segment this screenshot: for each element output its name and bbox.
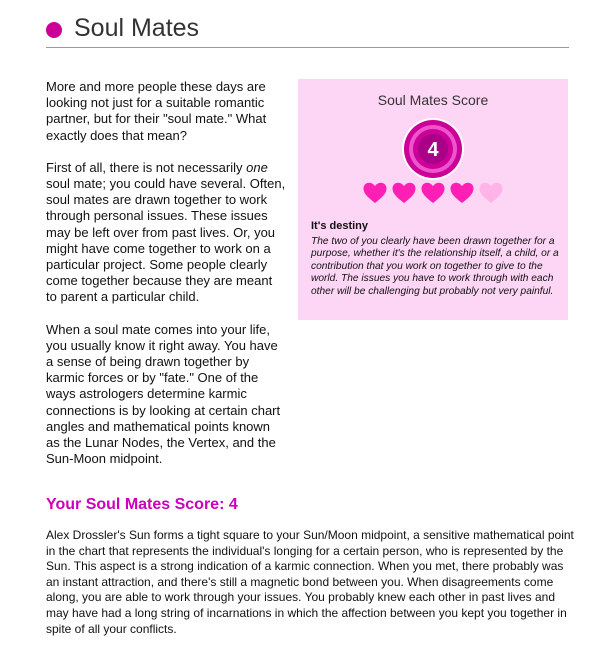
score-heading: Your Soul Mates Score: 4 — [46, 496, 238, 513]
heart-filled — [422, 183, 445, 203]
intro-paragraph-3: When a soul mate comes into your life, you usually know it right away. You have a sense of being drawn together by karmic forces or by "fate." One of the ways astrologers determine karmic connections is by looking at certain chart angles and mathematical points known as the Lunar Nodes, the Vertex, and the Sun-Moon midpoint. — [46, 321, 281, 467]
heart-filled — [393, 183, 416, 203]
page-title: Soul Mates — [74, 14, 200, 42]
intro-paragraph-2-emphasis: one — [246, 159, 268, 175]
verdict-text: The two of you clearly have been drawn together for a purpose, whether it's the relationship itself, a child, or a contribution that you work on together to give to the world. The issues you have to work through with each other will be challenging but probably not very painful. — [311, 236, 559, 297]
target-badge-icon — [401, 117, 465, 181]
score-number: 4 — [427, 139, 439, 161]
heart-icon — [478, 181, 504, 205]
score-body: Alex Drossler's Sun forms a tight square to your Sun/Moon midpoint, a sensitive mathematical point in the chart that represents the individual's longing for a certain person, who is represented by the Sun. This aspect is a strong indication of a karmic connection. When you met, there probably was an instant attraction, and there's still a magnetic bond between you. When disagreements come along, you are able to work through your issues. You probably knew each other in past lives and may have had a long string of incarnations in which the affection between you kept you together in spite of all your conflicts. — [46, 528, 574, 636]
heart-icon — [449, 181, 475, 205]
score-box-title: Soul Mates Score — [377, 92, 489, 108]
heart-filled — [364, 183, 387, 203]
intro-paragraph-2 — [46, 160, 286, 306]
page-header — [0, 0, 593, 48]
header-divider — [46, 47, 569, 48]
heart-filled — [451, 183, 474, 203]
heart-icon — [391, 181, 417, 205]
intro-text — [46, 79, 286, 483]
intro-paragraph-2-end: soul mate; you could have several. Often, soul mates are drawn together to work through personal issues. These issues may be left over from past lives. Or, you might have come together to work on a particular project. Some people clearly come together because they are meant to parent a particular child. — [46, 176, 286, 305]
heart-icon — [420, 181, 446, 205]
hearts-rating — [362, 181, 504, 207]
bullet-dot-icon — [46, 22, 62, 38]
intro-paragraph-1: More and more people these days are looking not just for a suitable romantic partner, but for their "soul mate." What exactly does that mean? — [46, 79, 267, 143]
heart-icon — [362, 181, 388, 205]
intro-paragraph-2-start: First of all, there is not necessarily — [46, 159, 247, 175]
verdict-title: It's destiny — [311, 220, 369, 232]
heart-empty — [480, 183, 503, 203]
score-box — [298, 79, 568, 320]
